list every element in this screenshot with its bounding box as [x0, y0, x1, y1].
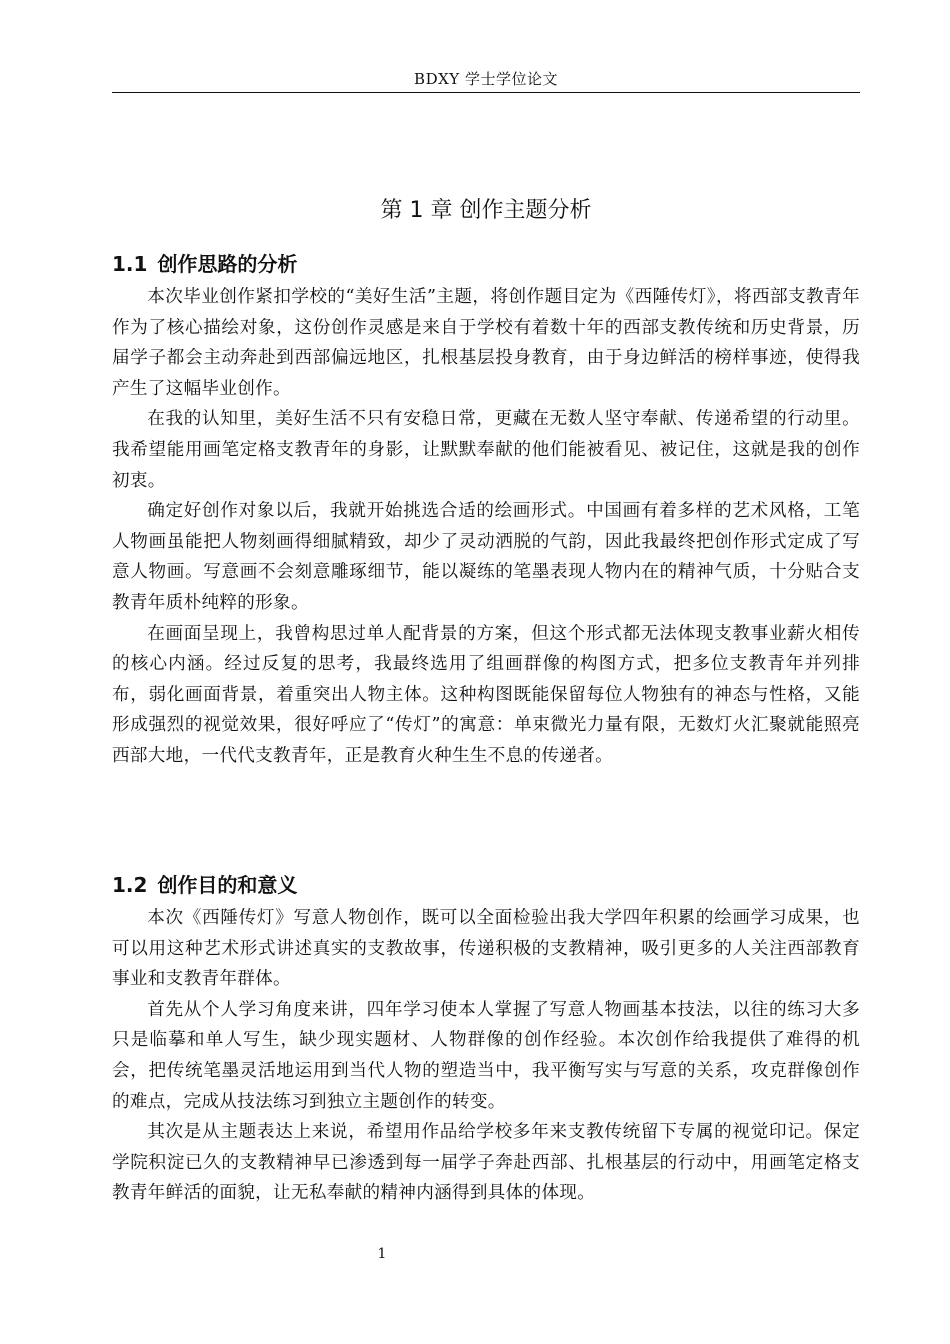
paragraph: 在我的认知里，美好生活不只有安稳日常，更藏在无数人坚守奉献、传递希望的行动里。我希望能用画笔定格支教青年的身影，让默默奉献的他们能被看见、被记住，这就是我的创作初衷。 [112, 409, 860, 491]
section-1-1 [112, 246, 860, 772]
chapter-title: 第 1 章 创作主题分析 [380, 197, 592, 223]
paragraph: 在画面呈现上，我曾构思过单人配背景的方案，但这个形式都无法体现支教事业薪火相传的核心内涵。经过反复的思考，我最终选用了组画群像的构图方式，把多位支教青年并列排布，弱化画面背景，着重突出人物主体。这种构图既能保留每位人物独有的神态与性格，又能形成强烈的视觉效果，很好呼应了“传灯”的寓意：单束微光力量有限，无数灯火汇聚就能照亮西部大地，一代代支教青年，正是教育火种生生不息的传递者。 [112, 623, 860, 766]
section-number: 1.1 [112, 252, 148, 276]
section-1-2 [112, 867, 860, 1209]
paragraph: 本次毕业创作紧扣学校的“美好生活”主题，将创作题目定为《西陲传灯》，将西部支教青年作为了核心描绘对象，这份创作灵感是来自于学校有着数十年的西部支教传统和历史背景，历届学子都会主动奔赴到西部偏远地区，扎根基层投身教育，由于身边鲜活的榜样事迹，使得我产生了这幅毕业创作。 [112, 287, 860, 399]
section-heading [112, 867, 860, 903]
paragraph: 其次是从主题表达上来说，希望用作品给学校多年来支教传统留下专属的视觉印记。保定学院积淀已久的支教精神早已渗透到每一届学子奔赴西部、扎根基层的行动中，用画笔定格支教青年鲜活的面貌，让无私奉献的精神内涵得到具体的体现。 [112, 1122, 860, 1204]
section-heading [112, 246, 860, 282]
section-number: 1.2 [112, 873, 148, 897]
section-title: 创作目的和意义 [157, 873, 298, 897]
paragraph: 确定好创作对象以后，我就开始挑选合适的绘画形式。中国画有着多样的艺术风格，工笔人物画虽能把人物刻画得细腻精致，却少了灵动洒脱的气韵，因此我最终把创作形式定成了写意人物画。写意画不会刻意雕琢细节，能以凝练的笔墨表现人物内在的精神气质，十分贴合支教青年质朴纯粹的形象。 [112, 501, 860, 613]
page-number: 1 [377, 1246, 387, 1262]
running-header: BDXY 学士学位论文 [414, 70, 558, 88]
header-rule [112, 92, 860, 93]
paragraph: 首先从个人学习角度来讲，四年学习使本人掌握了写意人物画基本技法，以往的练习大多只是临摹和单人写生，缺少现实题材、人物群像的创作经验。本次创作给我提供了难得的机会，把传统笔墨灵活地运用到当代人物的塑造当中，我平衡写实与写意的关系，攻克群像创作的难点，完成从技法练习到独立主题创作的转变。 [112, 999, 860, 1112]
section-title: 创作思路的分析 [157, 252, 298, 276]
paragraph: 本次《西陲传灯》写意人物创作，既可以全面检验出我大学四年积累的绘画学习成果，也可以用这种艺术形式讲述真实的支教故事，传递积极的支教精神，吸引更多的人关注西部教育事业和支教青年群体。 [112, 908, 860, 990]
